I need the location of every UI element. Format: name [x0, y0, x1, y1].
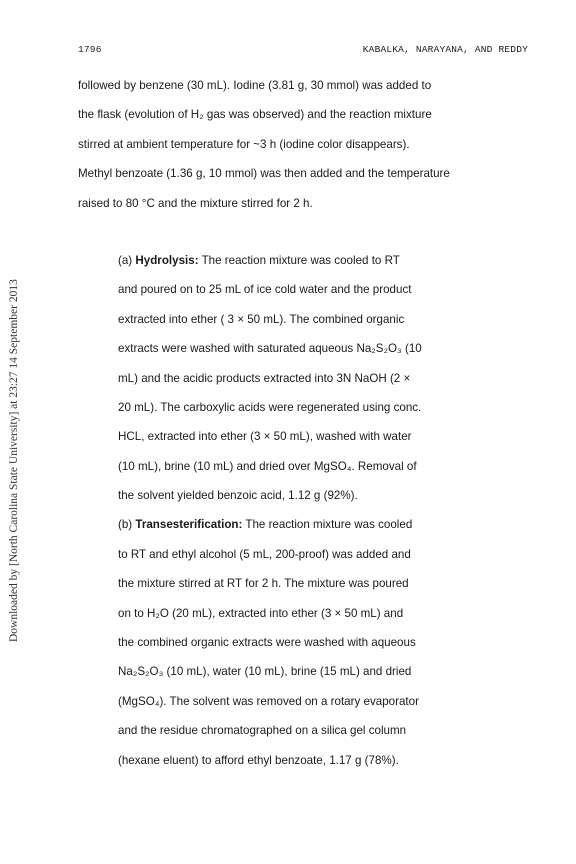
article-body: [78, 79, 548, 783]
text-line: stirred at ambient temperature for ~3 h (iodine color disappears).: [78, 137, 410, 151]
section-title: Transesterification:: [135, 518, 243, 532]
section-first-line: The reaction mixture was cooled: [245, 518, 413, 532]
hydrolysis-section: [78, 254, 548, 519]
text-line: raised to 80 °C and the mixture stirred for 2 h.: [78, 196, 313, 210]
text-line: (10 mL), brine (10 mL) and dried over MgSO₄. Removal of: [118, 459, 417, 473]
text-line: the mixture stirred at RT for 2 h. The mixture was poured: [118, 577, 409, 591]
transesterification-section: [78, 518, 548, 783]
text-line: and poured on to 25 mL of ice cold water and the product: [118, 283, 412, 297]
text-line: (MgSO₄). The solvent was removed on a rotary evaporator: [118, 694, 419, 708]
section-title: Hydrolysis:: [135, 253, 199, 267]
text-line: HCL, extracted into ether (3 × 50 mL), washed with water: [118, 430, 412, 444]
intro-paragraph: [78, 79, 548, 226]
section-first-line: The reaction mixture was cooled to RT: [201, 253, 400, 267]
text-line: Methyl benzoate (1.36 g, 10 mmol) was then added and the temperature: [78, 167, 450, 181]
text-line: the solvent yielded benzoic acid, 1.12 g (92%).: [118, 489, 358, 503]
text-line: the combined organic extracts were washed with aqueous: [118, 636, 416, 650]
running-header-authors: KABALKA, NARAYANA, AND REDDY: [362, 44, 528, 55]
text-line: 20 mL). The carboxylic acids were regenerated using conc.: [118, 400, 422, 414]
text-line: followed by benzene (30 mL). Iodine (3.81 g, 30 mmol) was added to: [78, 79, 432, 92]
text-line: Na₂S₂O₃ (10 mL), water (10 mL), brine (15 mL) and dried: [118, 665, 412, 679]
text-line: extracts were washed with saturated aqueous Na₂S₂O₃ (10: [118, 342, 422, 356]
section-label: (a): [118, 253, 133, 267]
text-line: [118, 254, 548, 283]
running-header: [78, 44, 528, 58]
text-line: and the residue chromatographed on a silica gel column: [118, 724, 407, 738]
text-line: to RT and ethyl alcohol (5 mL, 200-proof) was added and: [118, 547, 411, 561]
text-line: [118, 518, 548, 547]
text-line: extracted into ether ( 3 × 50 mL). The combined organic: [118, 312, 405, 326]
text-line: (hexane eluent) to afford ethyl benzoate, 1.17 g (78%).: [118, 753, 399, 767]
download-watermark: Downloaded by [North Carolina State University] at 23:27 14 September 2013: [8, 279, 20, 642]
text-line: mL) and the acidic products extracted into 3N NaOH (2 ×: [118, 371, 411, 385]
section-label: (b): [118, 518, 133, 532]
page-number: 1796: [78, 44, 102, 55]
text-line: on to H₂O (20 mL), extracted into ether (3 × 50 mL) and: [118, 606, 404, 620]
text-line: the flask (evolution of H₂ gas was observed) and the reaction mixture: [78, 108, 432, 122]
